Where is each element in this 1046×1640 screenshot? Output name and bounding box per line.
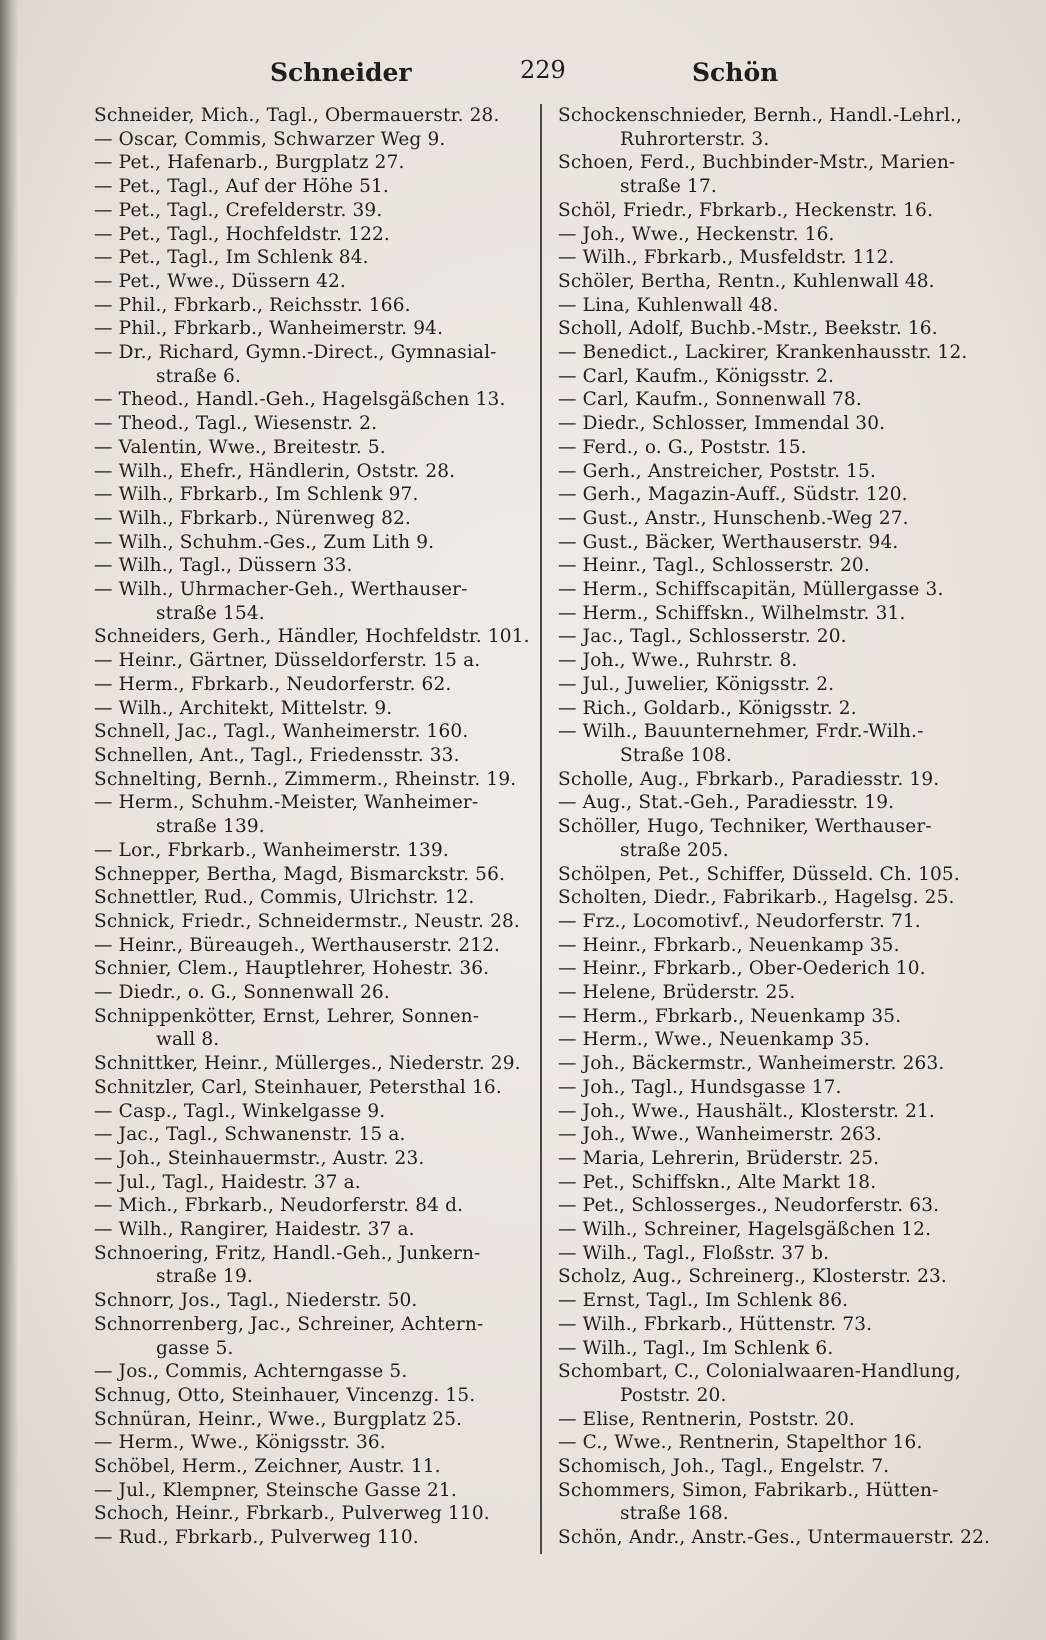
directory-entry: — Dr., Richard, Gymn.-Direct., Gymnasial- xyxy=(94,342,497,364)
directory-entry: — Wilh., Schreiner, Hagelsgäßchen 12. xyxy=(558,1219,932,1241)
directory-entry: Schommers, Simon, Fabrikarb., Hütten- xyxy=(558,1479,939,1501)
directory-entry: — Joh., Bäckermstr., Wanheimerstr. 263. xyxy=(558,1053,945,1075)
directory-entry: — Frz., Locomotivf., Neudorferstr. 71. xyxy=(558,910,921,932)
directory-entry: — Wilh., Ehefr., Händlerin, Oststr. 28. xyxy=(94,460,456,482)
directory-entry: — Carl, Kaufm., Sonnenwall 78. xyxy=(558,389,862,411)
directory-entry-continuation: gasse 5. xyxy=(156,1337,234,1359)
directory-entry-continuation: wall 8. xyxy=(156,1029,220,1051)
directory-entry: — Gerh., Anstreicher, Poststr. 15. xyxy=(558,460,877,482)
directory-entry: — Valentin, Wwe., Breitestr. 5. xyxy=(94,436,386,458)
directory-entry-continuation: straße 17. xyxy=(620,176,717,198)
directory-entry: — C., Wwe., Rentnerin, Stapelthor 16. xyxy=(558,1432,923,1454)
directory-entry: Schöller, Hugo, Techniker, Werthauser- xyxy=(558,816,932,838)
header-right-word: Schön xyxy=(692,58,779,87)
directory-entry: — Wilh., Rangirer, Haidestr. 37 a. xyxy=(94,1219,415,1241)
page-header xyxy=(92,52,992,92)
directory-entry: — Joh., Wwe., Wanheimerstr. 263. xyxy=(558,1124,882,1146)
directory-entry: Schnell, Jac., Tagl., Wanheimerstr. 160. xyxy=(94,721,469,743)
directory-entry: — Jos., Commis, Achterngasse 5. xyxy=(94,1361,408,1383)
directory-entry: — Pet., Wwe., Düssern 42. xyxy=(94,270,346,292)
directory-entry: Schnoering, Fritz, Handl.-Geh., Junkern- xyxy=(94,1242,481,1264)
directory-entry: Schnepper, Bertha, Magd, Bismarckstr. 56. xyxy=(94,863,506,885)
directory-entry: — Gerh., Magazin-Auff., Südstr. 120. xyxy=(558,484,908,506)
directory-entry: — Wilh., Fbrkarb., Im Schlenk 97. xyxy=(94,484,419,506)
directory-entry: Scholle, Aug., Fbrkarb., Paradiesstr. 19. xyxy=(558,768,940,790)
directory-entry: — Wilh., Schuhm.-Ges., Zum Lith 9. xyxy=(94,531,435,553)
directory-entry: — Herm., Wwe., Neuenkamp 35. xyxy=(558,1029,870,1051)
directory-entry: Schöler, Bertha, Rentn., Kuhlenwall 48. xyxy=(558,270,935,292)
directory-entry: — Jac., Tagl., Schlosserstr. 20. xyxy=(558,626,847,648)
directory-entry: — Pet., Schiffskn., Alte Markt 18. xyxy=(558,1171,877,1193)
left-column xyxy=(94,104,534,1550)
directory-entry: Scholz, Aug., Schreinerg., Klosterstr. 23. xyxy=(558,1266,947,1288)
directory-entry: Schnellen, Ant., Tagl., Friedensstr. 33. xyxy=(94,744,460,766)
directory-entry: — Joh., Wwe., Ruhrstr. 8. xyxy=(558,650,798,672)
directory-entry: Schockenschnieder, Bernh., Handl.-Lehrl., xyxy=(558,105,963,126)
directory-entry: — Wilh., Fbrkarb., Hüttenstr. 73. xyxy=(558,1313,873,1335)
directory-entry: — Oscar, Commis, Schwarzer Weg 9. xyxy=(94,128,446,150)
directory-entry: — Mich., Fbrkarb., Neudorferstr. 84 d. xyxy=(94,1195,464,1217)
directory-entry: Schnug, Otto, Steinhauer, Vincenzg. 15. xyxy=(94,1384,476,1406)
directory-entry: — Phil., Fbrkarb., Reichsstr. 166. xyxy=(94,294,411,316)
directory-entry: Schoch, Heinr., Fbrkarb., Pulverweg 110. xyxy=(94,1503,490,1525)
directory-entry: Schöbel, Herm., Zeichner, Austr. 11. xyxy=(94,1456,441,1478)
directory-entry: Schöl, Friedr., Fbrkarb., Heckenstr. 16. xyxy=(558,199,934,221)
directory-entry-continuation: straße 19. xyxy=(156,1266,253,1288)
directory-entry: Schön, Andr., Anstr.-Ges., Untermauerstr. 22. xyxy=(558,1527,991,1549)
directory-entry: — Wilh., Architekt, Mittelstr. 9. xyxy=(94,697,393,719)
directory-entry: — Joh., Steinhauermstr., Austr. 23. xyxy=(94,1147,425,1169)
column-divider xyxy=(540,104,542,1554)
directory-entry: — Wilh., Fbrkarb., Nürenweg 82. xyxy=(94,507,411,529)
directory-entry: — Lina, Kuhlenwall 48. xyxy=(558,294,779,316)
page-binding-edge xyxy=(0,0,18,1640)
directory-entry: — Wilh., Bauunternehmer, Frdr.-Wilh.- xyxy=(558,721,924,743)
directory-entry: — Jac., Tagl., Schwanenstr. 15 a. xyxy=(94,1124,406,1146)
directory-entry: — Pet., Schlosserges., Neudorferstr. 63. xyxy=(558,1195,940,1217)
right-column xyxy=(558,104,998,1550)
directory-entry: — Wilh., Uhrmacher-Geh., Werthauser- xyxy=(94,579,468,601)
directory-entry: — Herm., Schiffscapitän, Müllergasse 3. xyxy=(558,579,944,601)
directory-entry: — Rich., Goldarb., Königsstr. 2. xyxy=(558,697,857,719)
directory-entry: — Heinr., Fbrkarb., Ober-Oederich 10. xyxy=(558,958,926,980)
directory-entry: — Pet., Tagl., Im Schlenk 84. xyxy=(94,247,369,269)
directory-entry: Schnorr, Jos., Tagl., Niederstr. 50. xyxy=(94,1290,418,1312)
directory-entry: — Herm., Fbrkarb., Neudorferstr. 62. xyxy=(94,673,452,695)
directory-entry: — Joh., Tagl., Hundsgasse 17. xyxy=(558,1076,842,1098)
directory-entry: — Aug., Stat.-Geh., Paradiesstr. 19. xyxy=(558,792,895,814)
directory-entry: — Wilh., Tagl., Düssern 33. xyxy=(94,555,353,577)
page-number: 229 xyxy=(520,56,566,84)
directory-entry: Schnettler, Rud., Commis, Ulrichstr. 12. xyxy=(94,887,475,909)
directory-entry: — Pet., Tagl., Auf der Höhe 51. xyxy=(94,176,389,198)
directory-entry: Scholten, Diedr., Fabrikarb., Hagelsg. 25. xyxy=(558,887,955,909)
directory-entry: — Heinr., Tagl., Schlosserstr. 20. xyxy=(558,555,870,577)
directory-entry: — Heinr., Büreaugeh., Werthauserstr. 212. xyxy=(94,934,501,956)
directory-entry: — Wilh., Tagl., Floßstr. 37 b. xyxy=(558,1242,830,1264)
directory-entry: — Benedict., Lackirer, Krankenhausstr. 12. xyxy=(558,342,968,364)
directory-entry: Schneider, Mich., Tagl., Obermauerstr. 28. xyxy=(94,105,500,126)
directory-entry: — Pet., Hafenarb., Burgplatz 27. xyxy=(94,152,405,174)
directory-entry: — Jul., Tagl., Haidestr. 37 a. xyxy=(94,1171,361,1193)
directory-entry: Schomisch, Joh., Tagl., Engelstr. 7. xyxy=(558,1456,890,1478)
directory-entry-continuation: Ruhrorterstr. 3. xyxy=(620,128,770,150)
directory-entry-continuation: straße 154. xyxy=(156,602,265,624)
directory-entry: — Jul., Juwelier, Königsstr. 2. xyxy=(558,673,835,695)
directory-entry: — Gust., Bäcker, Werthauserstr. 94. xyxy=(558,531,899,553)
directory-entry: Schnorrenberg, Jac., Schreiner, Achtern- xyxy=(94,1313,484,1335)
directory-entry: — Herm., Fbrkarb., Neuenkamp 35. xyxy=(558,1005,902,1027)
directory-entry: — Heinr., Fbrkarb., Neuenkamp 35. xyxy=(558,934,900,956)
directory-entry-continuation: straße 139. xyxy=(156,816,265,838)
directory-entry: Schnittker, Heinr., Müllerges., Niederstr. 29. xyxy=(94,1053,521,1075)
directory-entry: — Ernst, Tagl., Im Schlenk 86. xyxy=(558,1290,849,1312)
directory-entry: Schnick, Friedr., Schneidermstr., Neustr. 28. xyxy=(94,910,520,932)
directory-entry: — Maria, Lehrerin, Brüderstr. 25. xyxy=(558,1147,880,1169)
header-left-word: Schneider xyxy=(270,58,412,87)
directory-entry: — Herm., Schuhm.-Meister, Wanheimer- xyxy=(94,792,479,814)
directory-entry: — Gust., Anstr., Hunschenb.-Weg 27. xyxy=(558,507,909,529)
directory-entry: — Heinr., Gärtner, Düsseldorferstr. 15 a. xyxy=(94,650,481,672)
directory-entry: — Theod., Handl.-Geh., Hagelsgäßchen 13. xyxy=(94,389,506,411)
directory-entry: — Ferd., o. G., Poststr. 15. xyxy=(558,436,807,458)
directory-entry: Schnier, Clem., Hauptlehrer, Hohestr. 36. xyxy=(94,958,490,980)
directory-entry: — Joh., Wwe., Haushält., Klosterstr. 21. xyxy=(558,1100,935,1122)
directory-entry: — Wilh., Fbrkarb., Musfeldstr. 112. xyxy=(558,247,895,269)
directory-entry: — Diedr., o. G., Sonnenwall 26. xyxy=(94,982,390,1004)
directory-entry: — Elise, Rentnerin, Poststr. 20. xyxy=(558,1408,855,1430)
directory-entry-continuation: straße 205. xyxy=(620,839,729,861)
directory-entry: — Wilh., Tagl., Im Schlenk 6. xyxy=(558,1337,834,1359)
directory-entry: — Herm., Schiffskn., Wilhelmstr. 31. xyxy=(558,602,906,624)
directory-entry: — Phil., Fbrkarb., Wanheimerstr. 94. xyxy=(94,318,444,340)
directory-entry-continuation: Straße 108. xyxy=(620,744,733,766)
directory-entry: — Theod., Tagl., Wiesenstr. 2. xyxy=(94,413,378,435)
directory-entry: — Joh., Wwe., Heckenstr. 16. xyxy=(558,223,835,245)
directory-entry: Schnelting, Bernh., Zimmerm., Rheinstr. 19. xyxy=(94,768,517,790)
directory-entry: — Casp., Tagl., Winkelgasse 9. xyxy=(94,1100,386,1122)
directory-entry-continuation: straße 168. xyxy=(620,1503,729,1525)
directory-entry: — Diedr., Schlosser, Immendal 30. xyxy=(558,413,886,435)
directory-entry: — Herm., Wwe., Königsstr. 36. xyxy=(94,1432,386,1454)
directory-entry: — Helene, Brüderstr. 25. xyxy=(558,982,796,1004)
directory-entry: — Jul., Klempner, Steinsche Gasse 21. xyxy=(94,1479,457,1501)
directory-entry: Schnitzler, Carl, Steinhauer, Petersthal 16. xyxy=(94,1076,502,1098)
directory-entry: — Rud., Fbrkarb., Pulverweg 110. xyxy=(94,1527,419,1549)
directory-entry: — Pet., Tagl., Hochfeldstr. 122. xyxy=(94,223,390,245)
directory-entry-continuation: straße 6. xyxy=(156,365,241,387)
directory-entry: Schnippenkötter, Ernst, Lehrer, Sonnen- xyxy=(94,1005,480,1027)
directory-entry-continuation: Poststr. 20. xyxy=(620,1384,727,1406)
directory-entry: — Pet., Tagl., Crefelderstr. 39. xyxy=(94,199,383,221)
directory-entry: — Carl, Kaufm., Königsstr. 2. xyxy=(558,365,835,387)
directory-entry: Schoen, Ferd., Buchbinder-Mstr., Marien- xyxy=(558,152,956,174)
directory-entry: Schombart, C., Colonialwaaren-Handlung, xyxy=(558,1361,961,1383)
directory-entry: Schnüran, Heinr., Wwe., Burgplatz 25. xyxy=(94,1408,463,1430)
directory-entry: Scholl, Adolf, Buchb.-Mstr., Beekstr. 16. xyxy=(558,318,938,340)
directory-entry: — Lor., Fbrkarb., Wanheimerstr. 139. xyxy=(94,839,449,861)
directory-entry: Schneiders, Gerh., Händler, Hochfeldstr. 101. xyxy=(94,626,530,648)
directory-entry: Schölpen, Pet., Schiffer, Düsseld. Ch. 105. xyxy=(558,863,960,885)
